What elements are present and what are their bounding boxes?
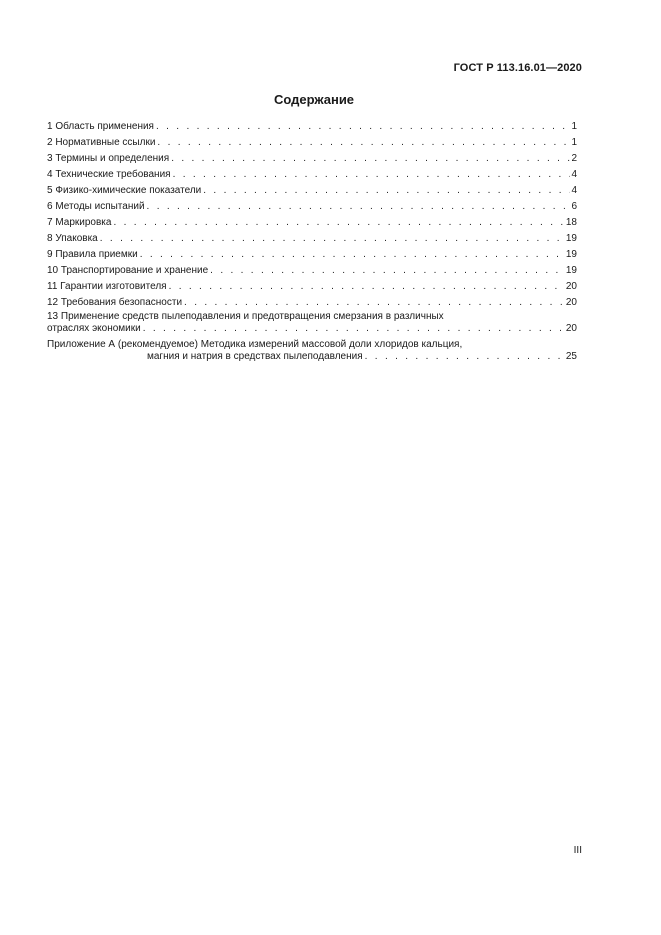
toc-entry-page: 20 — [565, 297, 577, 308]
toc-entry[interactable] — [47, 215, 577, 231]
toc-entry-label: 12 Требования безопасности — [47, 297, 183, 308]
toc-entry-label: 6 Методы испытаний — [47, 201, 145, 212]
toc-entry[interactable] — [47, 119, 577, 135]
toc-entry-label: 1 Область применения — [47, 121, 154, 132]
toc-leader-dots — [147, 199, 571, 215]
toc-entry-page: 6 — [571, 201, 577, 212]
toc-entry[interactable] — [47, 263, 577, 279]
toc-entry-page: 19 — [565, 265, 577, 276]
toc-entry-page: 20 — [565, 281, 577, 292]
toc-entry-label: 10 Транспортирование и хранение — [47, 265, 209, 276]
toc-leader-dots — [140, 247, 565, 263]
toc-entry[interactable] — [47, 167, 577, 183]
toc-entry[interactable] — [47, 231, 577, 247]
toc-entry[interactable] — [47, 279, 577, 295]
toc-entry-label: 3 Термины и определения — [47, 153, 170, 164]
toc-appendix-label-line2: магния и натрия в средствах пылеподавления — [147, 351, 363, 362]
toc-entry[interactable] — [47, 199, 577, 215]
toc-appendix-label-line1: Приложение А (рекомендуемое) Методика измерений массовой доли хлоридов кальция, — [47, 339, 463, 350]
toc-entry-page: 25 — [565, 351, 577, 362]
toc-entry-page: 18 — [565, 217, 577, 228]
toc-entry-label-line2: отраслях экономики — [47, 323, 141, 334]
toc-entry-label: 9 Правила приемки — [47, 249, 138, 260]
toc-entry-label: 7 Маркировка — [47, 217, 112, 228]
toc-entry-label: 8 Упаковка — [47, 233, 98, 244]
toc-entry-label: 2 Нормативные ссылки — [47, 137, 156, 148]
toc-entry-page: 1 — [571, 121, 577, 132]
toc-entry[interactable] — [47, 135, 577, 151]
toc-entry-page: 20 — [565, 323, 577, 334]
toc-entry[interactable] — [47, 295, 577, 311]
toc-leader-dots — [365, 351, 565, 363]
toc-entry-label: 11 Гарантии изготовителя — [47, 281, 167, 292]
toc-entry-page: 4 — [571, 169, 577, 180]
toc-leader-dots — [173, 167, 571, 183]
toc-leader-dots — [100, 231, 565, 247]
toc-leader-dots — [113, 215, 564, 231]
toc-entry-page: 19 — [565, 249, 577, 260]
toc-entry-label: 4 Технические требования — [47, 169, 171, 180]
toc-entry-page: 19 — [565, 233, 577, 244]
toc-title: Содержание — [273, 92, 355, 107]
table-of-contents — [47, 119, 577, 363]
toc-entry-label: 5 Физико-химические показатели — [47, 185, 202, 196]
toc-leader-dots — [143, 323, 565, 335]
page-number: III — [573, 845, 582, 856]
toc-entry-page: 1 — [571, 137, 577, 148]
toc-leader-dots — [203, 183, 570, 199]
toc-entry-page: 2 — [571, 153, 577, 164]
toc-leader-dots — [156, 119, 570, 135]
toc-entry[interactable] — [47, 183, 577, 199]
toc-leader-dots — [157, 135, 570, 151]
toc-leader-dots — [169, 279, 565, 295]
toc-entry-13[interactable] — [47, 311, 577, 335]
toc-leader-dots — [210, 263, 565, 279]
document-code: ГОСТ Р 113.16.01—2020 — [453, 62, 582, 74]
toc-entry-label-line1: 13 Применение средств пылеподавления и предотвращения смерзания в различных — [47, 311, 444, 322]
toc-entry-appendix-a[interactable] — [47, 339, 577, 363]
toc-leader-dots — [171, 151, 570, 167]
toc-entry[interactable] — [47, 151, 577, 167]
toc-entry-page: 4 — [571, 185, 577, 196]
toc-entry[interactable] — [47, 247, 577, 263]
toc-leader-dots — [184, 295, 565, 311]
